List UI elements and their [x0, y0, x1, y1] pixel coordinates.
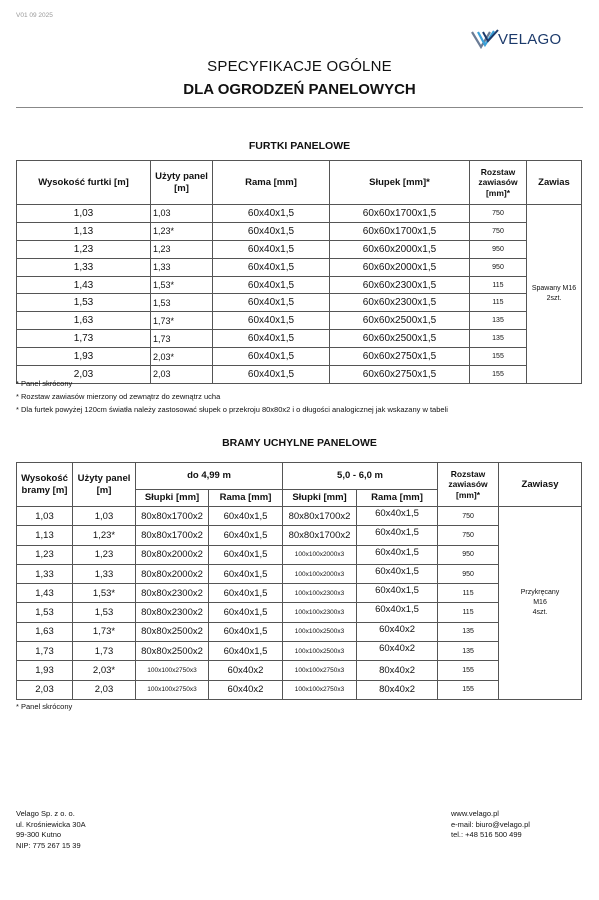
barriers-header-group-large: 5,0 - 6,0 m	[283, 463, 438, 490]
table-row	[17, 294, 582, 312]
barriers-header-hinge-spacing: Rozstaw zawiasów [mm]*	[438, 463, 499, 507]
gate-post-cell: 60x60x2750x1,5	[330, 366, 470, 384]
barrier-frame-small-cell: 60x40x1,5	[209, 507, 283, 526]
company-name: Velago Sp. z o. o.	[16, 809, 75, 818]
barrier-frame-small-cell: 60x40x1,5	[209, 584, 283, 603]
barrier-hinge-text: 4szt.	[532, 608, 548, 616]
footer-company	[16, 809, 86, 851]
barrier-frame-small-cell: 60x40x2	[209, 680, 283, 699]
table-row	[17, 526, 582, 545]
gate-post-cell: 60x60x2500x1,5	[330, 330, 470, 348]
barrier-panel-cell: 1,53*	[73, 584, 136, 603]
table-row	[17, 330, 582, 348]
gate-hinge-spacing-cell: 115	[470, 276, 527, 294]
barrier-frame-small-cell: 60x40x1,5	[209, 642, 283, 661]
barrier-posts-large-cell: 100x100x2500x3	[283, 642, 357, 661]
logo-wordmark: VELAGO	[498, 30, 562, 48]
gate-height-cell: 2,03	[17, 366, 151, 384]
gate-panel-cell: 1,33	[151, 258, 213, 276]
gate-frame-cell: 60x40x1,5	[213, 258, 330, 276]
barrier-hinge-spacing-cell: 750	[438, 507, 499, 526]
gates-header-frame: Rama [mm]	[213, 161, 330, 205]
barrier-frame-large-cell: 60x40x2	[357, 642, 438, 661]
barriers-header-frame: Rama [mm]	[357, 490, 438, 507]
table-row	[17, 507, 582, 526]
table-row	[17, 258, 582, 276]
gate-height-cell: 1,23	[17, 240, 151, 258]
barrier-hinge-spacing-cell: 135	[438, 642, 499, 661]
velago-logo	[470, 26, 582, 52]
barrier-posts-large-cell: 80x80x1700x2	[283, 526, 357, 545]
barrier-posts-small-cell: 80x80x2500x2	[136, 642, 209, 661]
gate-hinge-type: Spawany M16	[531, 285, 577, 293]
barrier-height-cell: 1,53	[17, 603, 73, 622]
barrier-panel-cell: 1,73	[73, 642, 136, 661]
document-version: V01 09 2025	[16, 12, 53, 19]
gates-header-height: Wysokość furtki [m]	[17, 161, 151, 205]
barrier-posts-small-cell: 80x80x1700x2	[136, 526, 209, 545]
barrier-height-cell: 1,13	[17, 526, 73, 545]
gate-frame-cell: 60x40x1,5	[213, 294, 330, 312]
barrier-posts-large-cell: 100x100x2300x3	[283, 584, 357, 603]
barrier-posts-small-cell: 80x80x1700x2	[136, 507, 209, 526]
gate-post-cell: 60x60x1700x1,5	[330, 222, 470, 240]
gate-panel-cell: 1,23*	[151, 222, 213, 240]
gate-height-cell: 1,93	[17, 348, 151, 366]
barrier-height-cell: 2,03	[17, 680, 73, 699]
barrier-frame-small-cell: 60x40x1,5	[209, 564, 283, 583]
gate-post-cell: 60x60x2750x1,5	[330, 348, 470, 366]
gate-panel-cell: 1,73*	[151, 312, 213, 330]
gate-panel-cell: 2,03	[151, 366, 213, 384]
gates-header-hinge-spacing: Rozstaw zawiasów [mm]*	[470, 161, 527, 205]
table-row	[17, 584, 582, 603]
gate-height-cell: 1,53	[17, 294, 151, 312]
gates-header-row	[17, 161, 582, 205]
barriers-header-height: Wysokość bramy [m]	[17, 463, 73, 507]
barriers-header-panel: Użyty panel [m]	[73, 463, 136, 507]
barrier-frame-large-cell: 60x40x1,5	[357, 564, 438, 583]
gate-hinge-spacing-cell: 950	[470, 240, 527, 258]
email-link[interactable]: e-mail: biuro@velago.pl	[451, 819, 530, 829]
table-row	[17, 312, 582, 330]
gate-panel-cell: 1,23	[151, 240, 213, 258]
barrier-frame-large-cell: 80x40x2	[357, 680, 438, 699]
barrier-height-cell: 1,73	[17, 642, 73, 661]
barrier-frame-large-cell: 60x40x1,5	[357, 507, 438, 526]
gate-hinge-cell	[527, 205, 582, 384]
table-row	[17, 680, 582, 699]
barrier-hinge-text: M16	[533, 599, 547, 607]
barrier-frame-small-cell: 60x40x1,5	[209, 603, 283, 622]
barriers-header-frame: Rama [mm]	[209, 490, 283, 507]
barrier-posts-large-cell: 100x100x2500x3	[283, 622, 357, 641]
gate-frame-cell: 60x40x1,5	[213, 205, 330, 223]
barrier-hinge-spacing-cell: 155	[438, 661, 499, 680]
velago-v-logo-icon	[470, 28, 500, 50]
gate-hinge-spacing-cell: 750	[470, 222, 527, 240]
gate-post-cell: 60x60x2000x1,5	[330, 240, 470, 258]
gate-hinge-spacing-cell: 155	[470, 366, 527, 384]
title-divider	[16, 107, 583, 108]
barrier-panel-cell: 1,53	[73, 603, 136, 622]
barrier-posts-large-cell: 100x100x2000x3	[283, 564, 357, 583]
gate-hinge-spacing-cell: 950	[470, 258, 527, 276]
barrier-frame-large-cell: 80x40x2	[357, 661, 438, 680]
barrier-frame-small-cell: 60x40x1,5	[209, 526, 283, 545]
barrier-posts-small-cell: 100x100x2750x3	[136, 680, 209, 699]
gate-hinge-spacing-cell: 115	[470, 294, 527, 312]
barrier-height-cell: 1,43	[17, 584, 73, 603]
gates-note: * Dla furtek powyżej 120cm światła należy zastosować słupek o przekroju 80x80x2 i o długości analogicznej jak wskazany w tabeli	[16, 405, 448, 414]
gates-header-hinge: Zawias	[527, 161, 582, 205]
gates-note: * Panel skrócony	[16, 379, 73, 388]
barrier-hinge-spacing-cell: 115	[438, 603, 499, 622]
gate-hinge-spacing-cell: 155	[470, 348, 527, 366]
barrier-posts-small-cell: 80x80x2000x2	[136, 545, 209, 564]
barrier-height-cell: 1,63	[17, 622, 73, 641]
barrier-posts-small-cell: 80x80x2500x2	[136, 622, 209, 641]
table-row	[17, 642, 582, 661]
gate-hinge-count: 2szt.	[546, 294, 562, 302]
barrier-height-cell: 1,93	[17, 661, 73, 680]
gate-height-cell: 1,03	[17, 205, 151, 223]
barrier-posts-small-cell: 80x80x2300x2	[136, 584, 209, 603]
barriers-notes	[16, 700, 72, 713]
barrier-frame-small-cell: 60x40x1,5	[209, 545, 283, 564]
barrier-height-cell: 1,23	[17, 545, 73, 564]
table-row	[17, 240, 582, 258]
page-title-line1: SPECYFIKACJE OGÓLNE	[207, 58, 392, 75]
barrier-panel-cell: 1,23	[73, 545, 136, 564]
gates-header-post: Słupek [mm]*	[330, 161, 470, 205]
table-row	[17, 564, 582, 583]
gates-note: * Rozstaw zawiasów mierzony od zewnątrz do zewnątrz ucha	[16, 392, 221, 401]
gate-panel-cell: 1,53	[151, 294, 213, 312]
barriers-note: * Panel skrócony	[16, 702, 73, 711]
footer-contact	[451, 809, 530, 841]
barrier-frame-small-cell: 60x40x1,5	[209, 622, 283, 641]
barrier-posts-small-cell: 80x80x2000x2	[136, 564, 209, 583]
barrier-hinge-spacing-cell: 115	[438, 584, 499, 603]
table-row	[17, 603, 582, 622]
barrier-height-cell: 1,33	[17, 564, 73, 583]
gate-frame-cell: 60x40x1,5	[213, 222, 330, 240]
barrier-frame-large-cell: 60x40x1,5	[357, 584, 438, 603]
table-row	[17, 205, 582, 223]
gate-frame-cell: 60x40x1,5	[213, 330, 330, 348]
barrier-height-cell: 1,03	[17, 507, 73, 526]
gate-panel-cell: 1,73	[151, 330, 213, 348]
phone-number: tel.: +48 516 500 499	[451, 830, 522, 839]
barrier-posts-large-cell: 80x80x1700x2	[283, 507, 357, 526]
barrier-panel-cell: 1,03	[73, 507, 136, 526]
barrier-hinge-spacing-cell: 950	[438, 564, 499, 583]
barriers-table	[16, 462, 582, 700]
gate-post-cell: 60x60x2000x1,5	[330, 258, 470, 276]
barrier-panel-cell: 1,33	[73, 564, 136, 583]
company-city: 99-300 Kutno	[16, 830, 62, 839]
barrier-panel-cell: 2,03*	[73, 661, 136, 680]
gate-panel-cell: 1,03	[151, 205, 213, 223]
barrier-hinge-cell	[499, 507, 582, 700]
barrier-panel-cell: 2,03	[73, 680, 136, 699]
company-street: ul. Krośniewicka 30A	[16, 819, 86, 829]
barriers-header-posts: Słupki [mm]	[136, 490, 209, 507]
barrier-hinge-spacing-cell: 155	[438, 680, 499, 699]
barrier-posts-large-cell: 100x100x2750x3	[283, 680, 357, 699]
barrier-posts-large-cell: 100x100x2300x3	[283, 603, 357, 622]
barrier-hinge-spacing-cell: 950	[438, 545, 499, 564]
company-nip: NIP: 775 267 15 39	[16, 840, 81, 850]
barrier-hinge-spacing-cell: 750	[438, 526, 499, 545]
gate-height-cell: 1,13	[17, 222, 151, 240]
gate-frame-cell: 60x40x1,5	[213, 240, 330, 258]
gate-post-cell: 60x60x2300x1,5	[330, 276, 470, 294]
table-row	[17, 661, 582, 680]
barriers-header-hinges: Zawiasy	[499, 463, 582, 507]
barriers-header-group-small: do 4,99 m	[136, 463, 283, 490]
barrier-posts-small-cell: 100x100x2750x3	[136, 661, 209, 680]
gate-hinge-spacing-cell: 135	[470, 312, 527, 330]
barrier-panel-cell: 1,23*	[73, 526, 136, 545]
gate-post-cell: 60x60x2500x1,5	[330, 312, 470, 330]
barrier-hinge-text: Przykręcany	[520, 589, 560, 597]
barrier-posts-large-cell: 100x100x2000x3	[283, 545, 357, 564]
barrier-posts-large-cell: 100x100x2750x3	[283, 661, 357, 680]
gate-height-cell: 1,43	[17, 276, 151, 294]
gate-frame-cell: 60x40x1,5	[213, 312, 330, 330]
table-row	[17, 622, 582, 641]
gates-table	[16, 160, 582, 384]
gate-frame-cell: 60x40x1,5	[213, 276, 330, 294]
table-row	[17, 545, 582, 564]
gate-panel-cell: 2,03*	[151, 348, 213, 366]
gate-post-cell: 60x60x2300x1,5	[330, 294, 470, 312]
gate-height-cell: 1,63	[17, 312, 151, 330]
barrier-frame-large-cell: 60x40x1,5	[357, 545, 438, 564]
gate-height-cell: 1,33	[17, 258, 151, 276]
gate-post-cell: 60x60x1700x1,5	[330, 205, 470, 223]
page-title-line2: DLA OGRODZEŃ PANELOWYCH	[183, 81, 416, 98]
website-link[interactable]: www.velago.pl	[451, 809, 499, 818]
barrier-frame-large-cell: 60x40x1,5	[357, 526, 438, 545]
barrier-panel-cell: 1,73*	[73, 622, 136, 641]
barriers-header-posts: Słupki [mm]	[283, 490, 357, 507]
table-row	[17, 276, 582, 294]
barrier-hinge-spacing-cell: 135	[438, 622, 499, 641]
gate-frame-cell: 60x40x1,5	[213, 348, 330, 366]
gate-height-cell: 1,73	[17, 330, 151, 348]
gate-frame-cell: 60x40x1,5	[213, 366, 330, 384]
gate-hinge-spacing-cell: 750	[470, 205, 527, 223]
barrier-posts-small-cell: 80x80x2300x2	[136, 603, 209, 622]
barrier-frame-large-cell: 60x40x1,5	[357, 603, 438, 622]
table-row	[17, 348, 582, 366]
gates-section-title: FURTKI PANELOWE	[248, 140, 351, 152]
barriers-section-title: BRAMY UCHYLNE PANELOWE	[222, 437, 377, 449]
gate-panel-cell: 1,53*	[151, 276, 213, 294]
gates-notes	[16, 377, 448, 416]
barriers-header-row-1	[17, 463, 582, 490]
table-row	[17, 222, 582, 240]
barrier-frame-small-cell: 60x40x2	[209, 661, 283, 680]
gates-header-panel: Użyty panel [m]	[151, 161, 213, 205]
gate-hinge-spacing-cell: 135	[470, 330, 527, 348]
barrier-frame-large-cell: 60x40x2	[357, 622, 438, 641]
